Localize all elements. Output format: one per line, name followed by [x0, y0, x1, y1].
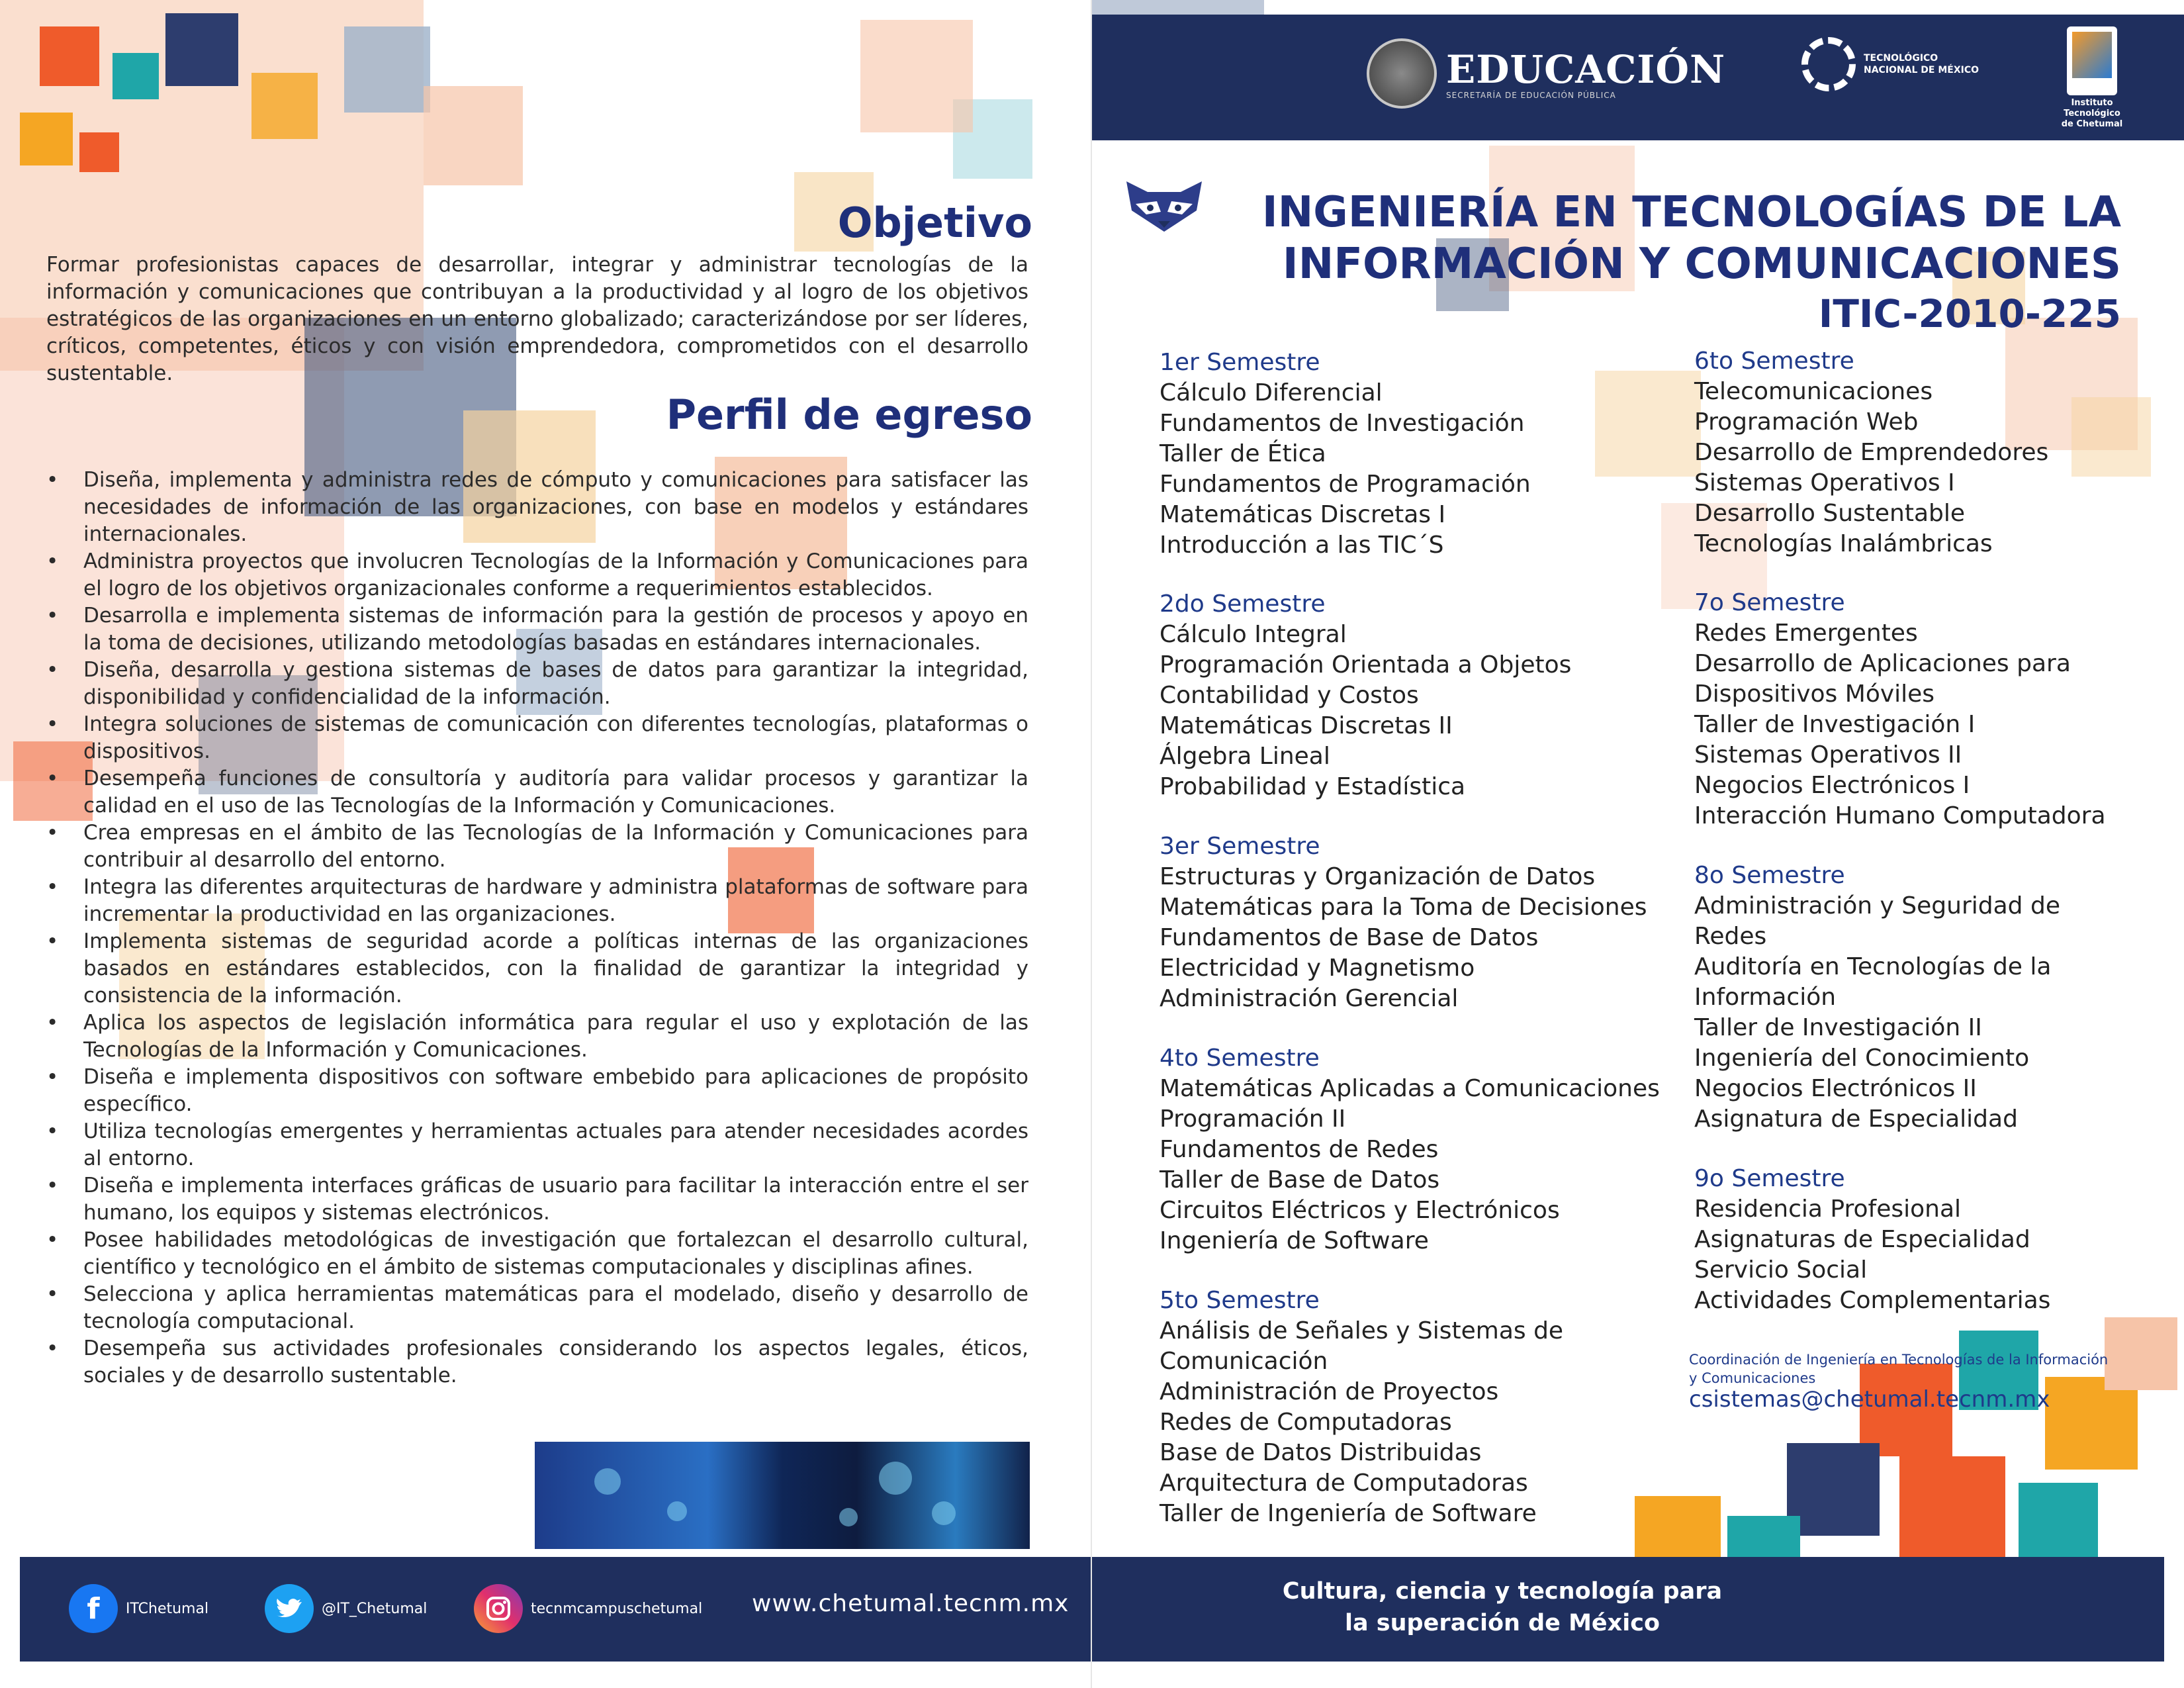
perfil-item: • Desempeña funciones de consultoría y auditoría para validar procesos y garantizar la calidad en el uso de las Tecnologías de la Información y Comunicaciones. [46, 765, 1028, 820]
itc-line1: Instituto Tecnológico [2064, 98, 2120, 118]
subject: Programación Web [1694, 408, 1919, 436]
subject: Probabilidad y Estadística [1160, 773, 1466, 800]
itc-logo [2042, 26, 2142, 130]
edu-title: EDUCACIÓN [1446, 47, 1726, 92]
perfil-item: • Crea empresas en el ámbito de las Tecnologías de la Información y Comunicaciones para contribuir al desarrollo del entorno. [46, 820, 1028, 874]
subject: Información [1694, 984, 1837, 1011]
subject: Sistemas Operativos I [1694, 469, 1955, 496]
subject: Taller de Ética [1160, 440, 1326, 467]
perfil-item: • Desempeña sus actividades profesionales considerando los aspectos legales, éticos, sociales y de desarrollo sustentable. [46, 1335, 1028, 1389]
objetivo-text: Formar profesionistas capaces de desarrollar, integrar y administrar tecnologías de la información y comunicaciones que contribuyan a la productividad y al logro de los objetivos estratégicos de las organizaciones en un entorno globalizado; caracterizándose por ser líderes, críticos, competentes, éticos y con visión emprendedora, comprometidos con el desarrollo sustentable. [46, 253, 1028, 385]
perfil-item: • Diseña e implementa interfaces gráficas de usuario para facilitar la interacción entre el ser humano, los equipos y sistemas electrónicos. [46, 1172, 1028, 1227]
perfil-item: • Implementa sistemas de seguridad acorde a políticas internas de las organizaciones basados en estándares establecidos, con la finalidad de garantizar la integridad y consistencia de la información. [46, 928, 1028, 1009]
subject: Interacción Humano Computadora [1694, 802, 2106, 829]
subject: Desarrollo de Aplicaciones para [1694, 650, 2071, 677]
tecnm-line2: NACIONAL DE MÉXICO [1864, 65, 1979, 75]
subject: Taller de Investigación I [1694, 711, 1976, 738]
plan-code: ITIC-2010-225 [1818, 291, 2121, 336]
tecnm-line1: TECNOLÓGICO [1864, 53, 1938, 64]
perfil-item: • Selecciona y aplica herramientas matemáticas para el modelado, diseño y desarrollo de tecnología computacional. [46, 1281, 1028, 1335]
perfil-item: • Diseña e implementa dispositivos con software embebido para aplicaciones de propósito específico. [46, 1064, 1028, 1118]
career-title-line2: INFORMACIÓN Y COMUNICACIONES [1282, 240, 2121, 289]
subject: Desarrollo Sustentable [1694, 500, 1966, 527]
semester-heading: 6to Semestre [1694, 348, 1854, 375]
semester-heading: 5to Semestre [1160, 1287, 1320, 1314]
subject: Fundamentos de Base de Datos [1160, 924, 1539, 951]
subject: Asignatura de Especialidad [1694, 1105, 2018, 1133]
fold-line [1091, 0, 1092, 1688]
semester-heading: 1er Semestre [1160, 349, 1320, 376]
career-title-line1: INGENIERÍA EN TECNOLOGÍAS DE LA [1261, 188, 2121, 237]
facebook-handle: ITChetumal [126, 1600, 209, 1617]
subject: Base de Datos Distribuidas [1160, 1439, 1482, 1466]
subject: Administración y Seguridad de [1694, 892, 2060, 919]
semester-block-8 [1694, 861, 2060, 1135]
slogan-line1: Cultura, ciencia y tecnología para [1282, 1578, 1723, 1605]
semester-block-2 [1160, 589, 1571, 802]
right-panel [1092, 0, 2184, 1688]
subject: Residencia Profesional [1694, 1196, 1962, 1223]
subject: Programación II [1160, 1105, 1346, 1133]
facebook-icon: f [69, 1584, 118, 1633]
subject: Electricidad y Magnetismo [1160, 955, 1475, 982]
semester-block-1 [1160, 348, 1531, 561]
subject: Cálculo Integral [1160, 621, 1347, 648]
subject: Sistemas Operativos II [1694, 741, 1962, 769]
sep-logo [1367, 38, 1725, 109]
subject: Dispositivos Móviles [1694, 680, 1935, 708]
perfil-item: • Diseña, implementa y administra redes de cómputo y comunicaciones para satisfacer las necesidades de información de las organizaciones, con base en modelos y estándares internacionales. [46, 467, 1028, 548]
subject: Tecnologías Inalámbricas [1694, 530, 1993, 557]
perfil-item: • Integra soluciones de sistemas de comunicación con diferentes tecnologías, plataformas o dispositivos. [46, 711, 1028, 765]
itc-line2: de Chetumal [2061, 119, 2123, 129]
twitter-handle: @IT_Chetumal [322, 1600, 428, 1617]
slogan [1105, 1575, 1899, 1639]
career-title [1195, 187, 2121, 290]
subject: Ingeniería del Conocimiento [1694, 1045, 2030, 1072]
subject: Servicio Social [1694, 1256, 1868, 1284]
subject: Fundamentos de Redes [1160, 1136, 1439, 1163]
perfil-list [46, 467, 1028, 1389]
subject: Redes Emergentes [1694, 620, 1918, 647]
subject: Taller de Investigación II [1694, 1014, 1982, 1041]
semester-block-6 [1694, 346, 2048, 559]
subject: Taller de Ingeniería de Software [1160, 1500, 1537, 1527]
subject: Taller de Base de Datos [1160, 1166, 1440, 1194]
contact-email[interactable]: csistemas@chetumal.tecnm.mx [1689, 1386, 2050, 1413]
semester-block-3 [1160, 831, 1647, 1014]
subject: Comunicación [1160, 1348, 1328, 1375]
technology-photo [535, 1442, 1030, 1549]
edu-subtitle: SECRETARÍA DE EDUCACIÓN PÚBLICA [1446, 91, 1616, 100]
subject: Actividades Complementarias [1694, 1287, 2051, 1314]
perfil-item: • Diseña, desarrolla y gestiona sistemas de bases de datos para garantizar la integridad, disponibilidad y confidencialidad de la información. [46, 657, 1028, 711]
tecnm-logo [1801, 37, 1979, 91]
perfil-item: • Posee habilidades metodológicas de investigación que fortalezcan el desarrollo cultural, científico y tecnológico en el ámbito de sistemas computacionales y disciplinas afines. [46, 1227, 1028, 1281]
perfil-item: • Desarrolla e implementa sistemas de información para la gestión de procesos y apoyo en la toma de decisiones, utilizando metodologías basadas en estándares internacionales. [46, 602, 1028, 657]
subject: Matemáticas Discretas II [1160, 712, 1453, 739]
semester-block-5 [1160, 1286, 1563, 1529]
subject: Cálculo Diferencial [1160, 379, 1383, 406]
instagram-icon [474, 1584, 523, 1633]
subject: Programación Orientada a Objetos [1160, 651, 1572, 679]
perfil-item: • Utiliza tecnologías emergentes y herramientas actuales para atender necesidades acordes al entorno. [46, 1118, 1028, 1172]
twitter-link[interactable] [265, 1582, 427, 1635]
instagram-link[interactable] [474, 1582, 702, 1635]
itc-shield-icon [2067, 26, 2117, 95]
semester-heading: 9o Semestre [1694, 1165, 1845, 1192]
website-link[interactable]: www.chetumal.tecnm.mx [752, 1590, 1069, 1617]
subject: Circuitos Eléctricos y Electrónicos [1160, 1197, 1560, 1224]
subject: Estructuras y Organización de Datos [1160, 863, 1596, 890]
objetivo-heading: Objetivo [837, 199, 1032, 247]
sep-seal-icon [1367, 38, 1437, 109]
subject: Administración de Proyectos [1160, 1378, 1499, 1405]
semester-heading: 8o Semestre [1694, 862, 1845, 889]
subject: Desarrollo de Emprendedores [1694, 439, 2049, 466]
semester-heading: 7o Semestre [1694, 589, 1845, 616]
semester-block-7 [1694, 588, 2106, 831]
semester-block-4 [1160, 1043, 1660, 1256]
subject: Negocios Electrónicos II [1694, 1075, 1977, 1102]
subject: Ingeniería de Software [1160, 1227, 1429, 1254]
subject: Negocios Electrónicos I [1694, 772, 1970, 799]
subject: Arquitectura de Computadoras [1160, 1470, 1528, 1497]
perfil-item: • Aplica los aspectos de legislación informática para regular el uso y explotación de las Tecnologías de la Información y Comunicaciones. [46, 1009, 1028, 1064]
subject: Asignaturas de Especialidad [1694, 1226, 2030, 1253]
subject: Administración Gerencial [1160, 985, 1459, 1012]
subject: Matemáticas para la Toma de Decisiones [1160, 894, 1647, 921]
subject: Matemáticas Aplicadas a Comunicaciones [1160, 1075, 1660, 1102]
subject: Introducción a las TIC´S [1160, 532, 1444, 559]
coordination-text: Coordinación de Ingeniería en Tecnologías de la Información y Comunicaciones [1689, 1352, 2109, 1386]
semester-heading: 4to Semestre [1160, 1045, 1320, 1072]
subject: Auditoría en Tecnologías de la [1694, 953, 2052, 980]
subject: Redes de Computadoras [1160, 1409, 1452, 1436]
subject: Redes [1694, 923, 1767, 950]
semester-block-9 [1694, 1164, 2050, 1316]
semester-heading: 2do Semestre [1160, 590, 1326, 618]
instagram-handle: tecnmcampuschetumal [531, 1600, 703, 1617]
subject: Contabilidad y Costos [1160, 682, 1419, 709]
twitter-icon [265, 1584, 314, 1633]
subject: Análisis de Señales y Sistemas de [1160, 1317, 1564, 1344]
slogan-line2: la superación de México [1344, 1610, 1661, 1636]
perfil-item: • Administra proyectos que involucren Tecnologías de la Información y Comunicaciones para el logro de los objetivos organizacionales conforme a requerimientos establecidos. [46, 548, 1028, 602]
subject: Fundamentos de Investigación [1160, 410, 1525, 437]
semester-heading: 3er Semestre [1160, 833, 1320, 860]
subject: Telecomunicaciones [1694, 378, 1933, 405]
tecnm-gear-icon [1801, 37, 1856, 91]
perfil-item: • Integra las diferentes arquitecturas de hardware y administra plataformas de software para incrementar la productividad en las organizaciones. [46, 874, 1028, 928]
facebook-link[interactable] [69, 1582, 208, 1635]
subject: Matemáticas Discretas I [1160, 501, 1446, 528]
subject: Álgebra Lineal [1160, 743, 1330, 770]
perfil-heading: Perfil de egreso [666, 391, 1032, 439]
subject: Fundamentos de Programación [1160, 471, 1531, 498]
